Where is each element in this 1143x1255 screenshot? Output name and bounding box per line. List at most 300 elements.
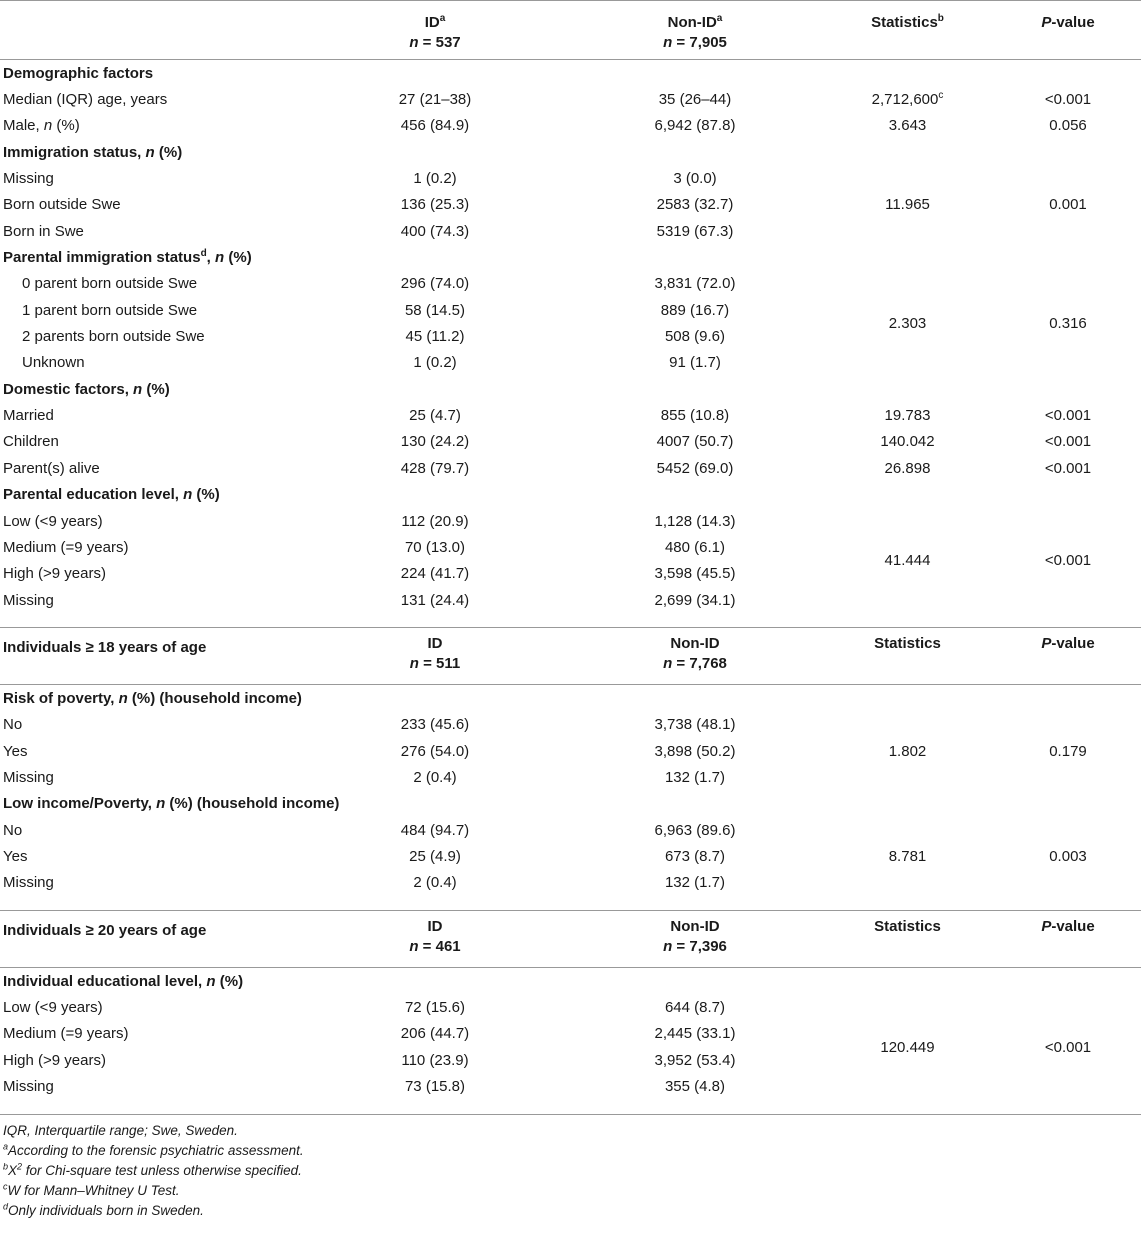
header-statistics-label: Statistics: [874, 635, 941, 653]
header-group-text: Individuals ≥ 20 years of age: [3, 921, 207, 939]
table-row: [0, 712, 1141, 738]
cell-pvalue: [995, 764, 1141, 790]
label-n-italic: n: [145, 143, 155, 161]
empty-cell: [820, 244, 995, 270]
table-row: [0, 455, 1141, 481]
cell-id: 1 (0.2): [413, 170, 457, 188]
cell-nonid: 3 (0.0): [673, 170, 717, 188]
empty-cell: [300, 685, 570, 712]
cell-nonid: 644 (8.7): [664, 998, 726, 1016]
empty-cell: [995, 244, 1141, 270]
footnote-superscript: 2: [17, 1161, 23, 1172]
label-text: No: [3, 716, 23, 734]
header-nonid-n-symbol: n: [663, 655, 673, 673]
cell-nonid: 91 (1.7): [669, 354, 721, 372]
cell-pvalue: 0.316: [1049, 314, 1087, 332]
empty-cell: [570, 482, 820, 508]
cell-nonid: 132 (1.7): [664, 874, 726, 892]
spacer-cell: [300, 613, 570, 628]
table-footnotes: [0, 1115, 1143, 1221]
cell-id: 130 (24.2): [400, 433, 470, 451]
empty-cell: [300, 376, 570, 402]
label-n-italic: n: [206, 972, 216, 990]
header-id-label: ID: [427, 635, 443, 653]
header-pvalue: [995, 1, 1141, 60]
cell-id: 131 (24.4): [400, 591, 470, 609]
cell-statistics: 41.444: [884, 552, 931, 570]
header-group-label: [0, 628, 300, 685]
header-pvalue: [995, 910, 1141, 967]
section-heading: [0, 967, 300, 994]
cell-pvalue: 0.001: [1049, 196, 1087, 214]
empty-cell: [995, 967, 1141, 994]
label-text: Domestic factors,: [3, 380, 134, 398]
label-text: Immigration status,: [3, 143, 146, 161]
statistic-value: 11.965: [885, 196, 930, 214]
empty-cell: [570, 685, 820, 712]
table-row: [0, 843, 1141, 869]
header-nonid-n-value: = 7,905: [672, 34, 727, 51]
header-nonid: [570, 1, 820, 60]
header-id: [300, 628, 570, 685]
statistic-value: 19.783: [884, 407, 931, 425]
cell-id: 25 (4.9): [409, 847, 461, 865]
cell-nonid: 2,699 (34.1): [654, 591, 736, 609]
section-heading-row: [0, 791, 1141, 817]
spacer-cell: [0, 896, 300, 911]
footnote-line: [3, 1181, 1140, 1201]
empty-cell: [300, 139, 570, 165]
cell-statistics: [820, 870, 995, 896]
empty-cell: [820, 685, 995, 712]
cell-statistics: 120.449: [880, 1038, 935, 1056]
cell-nonid: 1,128 (14.3): [654, 512, 736, 530]
row-label: [0, 994, 300, 1020]
header-nonid-footnote-mark: a: [716, 13, 723, 24]
section-heading: [0, 60, 300, 87]
table-row: [0, 192, 1141, 218]
header-nonid-n-value: = 7,768: [672, 655, 727, 673]
spacer-cell: [570, 896, 820, 911]
header-statistics: [820, 1, 995, 60]
header-statistics-label: Statistics: [871, 14, 938, 31]
label-text: 2 parents born outside Swe: [22, 328, 205, 346]
cell-nonid: 6,942 (87.8): [654, 117, 736, 135]
header-statistics-label: Statistics: [874, 917, 941, 935]
header-group-label: [0, 1, 300, 60]
statistic-value: 1.802: [888, 742, 927, 760]
cell-id: 70 (13.0): [404, 538, 466, 556]
cell-nonid: 2,445 (33.1): [654, 1025, 736, 1043]
footnote-line: [3, 1161, 1140, 1181]
cell-id: 2 (0.4): [413, 768, 457, 786]
cell-id: 400 (74.3): [400, 222, 470, 240]
label-text: (%): [52, 117, 80, 135]
empty-cell: [820, 60, 995, 87]
cell-statistics: [820, 165, 995, 191]
header-nonid: [570, 910, 820, 967]
cell-nonid: 35 (26–44): [658, 91, 732, 109]
header-pvalue: [995, 628, 1141, 685]
empty-cell: [300, 482, 570, 508]
spacer-row: [0, 613, 1141, 628]
empty-cell: [820, 482, 995, 508]
footnote-mark: a: [3, 1141, 9, 1152]
cell-id: 206 (44.7): [400, 1025, 470, 1043]
empty-cell: [995, 60, 1141, 87]
empty-cell: [995, 685, 1141, 712]
cell-id: 112 (20.9): [401, 512, 469, 530]
statistic-value: 140.042: [880, 433, 935, 451]
cell-pvalue: <0.001: [1044, 552, 1092, 570]
cell-id: 1 (0.2): [413, 354, 457, 372]
header-id-label: ID: [424, 14, 440, 31]
label-footnote-mark: d: [200, 248, 207, 260]
cell-nonid: 3,598 (45.5): [654, 565, 736, 583]
spacer-cell: [820, 1100, 995, 1115]
cell-statistics: [820, 429, 995, 455]
cell-id: 58 (14.5): [404, 301, 466, 319]
cell-nonid: 889 (16.7): [660, 301, 730, 319]
header-pvalue-label: -value: [1051, 635, 1095, 653]
label-text: Missing: [3, 768, 54, 786]
empty-cell: [570, 791, 820, 817]
cell-statistics: [820, 192, 995, 218]
label-text: Low income/Poverty,: [3, 795, 157, 813]
row-label: [0, 1073, 300, 1099]
label-text: High (>9 years): [3, 1051, 106, 1069]
cell-nonid: 4007 (50.7): [656, 433, 734, 451]
label-n-italic: n: [156, 795, 166, 813]
label-text: No: [3, 821, 23, 839]
label-text: Risk of poverty,: [3, 689, 119, 707]
header-nonid: [570, 628, 820, 685]
table-row: [0, 994, 1141, 1020]
label-text: ,: [206, 249, 216, 267]
header-id: [300, 1, 570, 60]
cell-pvalue: [995, 870, 1141, 896]
cell-id: 45 (11.2): [405, 328, 465, 346]
cell-nonid: 5319 (67.3): [656, 222, 734, 240]
label-n-italic: n: [43, 117, 53, 135]
empty-cell: [570, 60, 820, 87]
header-row: [0, 1, 1141, 60]
header-group-text: Individuals ≥ 18 years of age: [3, 639, 207, 657]
footnote-mark: d: [3, 1201, 9, 1212]
empty-cell: [570, 244, 820, 270]
cell-id: 224 (41.7): [400, 565, 470, 583]
cell-id: 27 (21–38): [398, 91, 472, 109]
label-text: High (>9 years): [3, 565, 106, 583]
empty-cell: [300, 791, 570, 817]
table-row: [0, 738, 1141, 764]
empty-cell: [995, 482, 1141, 508]
label-n-italic: n: [183, 486, 193, 504]
header-p-italic: P: [1041, 917, 1052, 935]
label-text: Unknown: [22, 354, 85, 372]
cell-pvalue: [995, 712, 1141, 738]
label-text: Low (<9 years): [3, 998, 103, 1016]
table-row: [0, 429, 1141, 455]
spacer-cell: [0, 1100, 300, 1115]
spacer-cell: [570, 1100, 820, 1115]
label-text: Median (IQR) age, years: [3, 91, 168, 109]
row-label: [0, 271, 300, 297]
empty-cell: [820, 376, 995, 402]
statistic-value: 2,712,600: [871, 91, 939, 109]
row-label: [0, 1047, 300, 1073]
header-pvalue-label: -value: [1051, 917, 1095, 935]
cell-pvalue: 0.003: [1049, 847, 1087, 865]
label-n-italic: n: [133, 380, 143, 398]
cell-id: 136 (25.3): [400, 196, 470, 214]
header-id-n-value: = 511: [418, 655, 461, 673]
spacer-cell: [570, 613, 820, 628]
cell-statistics: [820, 843, 995, 869]
table-row: [0, 764, 1141, 790]
row-label: [0, 1021, 300, 1047]
empty-cell: [570, 376, 820, 402]
label-text: (%): [142, 380, 170, 398]
section-heading: [0, 139, 300, 165]
cell-id: 233 (45.6): [400, 716, 470, 734]
label-text: (%): [154, 143, 183, 161]
row-label: [0, 870, 300, 896]
header-nonid-n-symbol: n: [663, 937, 673, 955]
label-text: Yes: [3, 742, 28, 760]
row-label: [0, 534, 300, 560]
label-text: Missing: [3, 1078, 54, 1096]
header-nonid-label: Non-ID: [670, 635, 720, 653]
cell-id: 2 (0.4): [413, 874, 457, 892]
cell-nonid: 673 (8.7): [664, 847, 726, 865]
empty-cell: [570, 139, 820, 165]
label-text: Married: [3, 407, 54, 425]
row-label: [0, 350, 300, 376]
label-text: (%): [215, 972, 244, 990]
table-row: [0, 817, 1141, 843]
label-text: Medium (=9 years): [3, 1025, 129, 1043]
table-row: [0, 86, 1141, 112]
row-label: [0, 297, 300, 323]
spacer-cell: [820, 613, 995, 628]
row-label: [0, 218, 300, 244]
table-row: [0, 508, 1141, 534]
label-n-italic: n: [215, 249, 225, 267]
row-label: [0, 165, 300, 191]
label-text: Parental education level,: [3, 486, 184, 504]
section-heading: [0, 685, 300, 712]
spacer-row: [0, 896, 1141, 911]
cell-statistics: [820, 218, 995, 244]
cell-pvalue: [995, 817, 1141, 843]
cell-id: 25 (4.7): [409, 407, 461, 425]
cell-pvalue: <0.001: [1044, 407, 1092, 425]
cell-nonid: 355 (4.8): [664, 1078, 726, 1096]
section-heading-row: [0, 967, 1141, 994]
cell-nonid: 132 (1.7): [664, 768, 726, 786]
header-id-label: ID: [427, 917, 443, 935]
footnote-text: IQR, Interquartile range; Swe, Sweden.: [3, 1122, 238, 1138]
footnote-mark: c: [3, 1181, 8, 1192]
row-label: [0, 712, 300, 738]
header-nonid-label: Non-ID: [670, 917, 720, 935]
empty-cell: [995, 376, 1141, 402]
header-group-label: [0, 910, 300, 967]
cell-pvalue: [995, 165, 1141, 191]
empty-cell: [820, 791, 995, 817]
label-text: Male,: [3, 117, 44, 135]
row-label: [0, 86, 300, 112]
label-text: Born in Swe: [3, 222, 84, 240]
cell-id: 276 (54.0): [400, 742, 470, 760]
empty-cell: [570, 967, 820, 994]
spacer-cell: [995, 613, 1141, 628]
footnote-line: [3, 1141, 1140, 1161]
section-heading-row: [0, 139, 1141, 165]
header-nonid-n-symbol: n: [663, 34, 673, 51]
empty-cell: [995, 139, 1141, 165]
label-text: (%): [224, 249, 252, 267]
label-text: Parental immigration status: [3, 249, 201, 267]
cell-pvalue: <0.001: [1044, 1038, 1092, 1056]
spacer-cell: [995, 1100, 1141, 1115]
row-label: [0, 192, 300, 218]
row-label: [0, 323, 300, 349]
header-id-n-symbol: n: [409, 34, 419, 51]
table-row: [0, 218, 1141, 244]
header-id: [300, 910, 570, 967]
cell-statistics: [820, 86, 995, 112]
table-row: [0, 113, 1141, 139]
cell-nonid: 5452 (69.0): [656, 459, 734, 477]
header-id-n-symbol: n: [409, 655, 419, 673]
header-p-italic: P: [1041, 635, 1052, 653]
label-text: Yes: [3, 847, 28, 865]
label-text: Missing: [3, 591, 54, 609]
row-label: [0, 402, 300, 428]
empty-cell: [820, 967, 995, 994]
table-row: [0, 271, 1141, 297]
cell-statistics: [820, 113, 995, 139]
row-label: [0, 764, 300, 790]
empty-cell: [820, 139, 995, 165]
footnote-text: Only individuals born in Sweden.: [8, 1202, 204, 1218]
cell-id: 296 (74.0): [400, 275, 470, 293]
section-heading-row: [0, 60, 1141, 87]
section-heading: [0, 791, 340, 817]
label-text: 0 parent born outside Swe: [22, 275, 198, 293]
section-heading: [0, 244, 300, 270]
label-text: Medium (=9 years): [3, 538, 129, 556]
label-text: Children: [3, 433, 59, 451]
label-text: Missing: [3, 170, 54, 188]
spacer-cell: [820, 896, 995, 911]
section-heading-row: [0, 376, 1141, 402]
section-heading: [0, 376, 300, 402]
cell-pvalue: 0.179: [1049, 742, 1087, 760]
footnote-line: [3, 1121, 1140, 1141]
cell-statistics: [820, 402, 995, 428]
cell-nonid: 3,952 (53.4): [654, 1051, 736, 1069]
cell-id: 484 (94.7): [400, 821, 470, 839]
label-text: (%): [192, 486, 220, 504]
statistic-value: 26.898: [884, 459, 931, 477]
header-p-italic: P: [1041, 14, 1052, 31]
header-nonid-n-value: = 7,396: [672, 937, 727, 955]
cell-id: 73 (15.8): [404, 1078, 466, 1096]
cell-pvalue: [995, 218, 1141, 244]
header-pvalue-label: -value: [1051, 14, 1095, 31]
spacer-row: [0, 1100, 1141, 1115]
cell-statistics: [820, 738, 995, 764]
cell-nonid: 3,738 (48.1): [654, 716, 736, 734]
header-id-n-value: = 537: [418, 34, 461, 51]
section-heading-row: [0, 482, 1141, 508]
section-heading-row: [0, 685, 1141, 712]
row-label: [0, 113, 300, 139]
cell-nonid: 508 (9.6): [664, 328, 726, 346]
row-label: [0, 508, 300, 534]
row-label: [0, 429, 300, 455]
spacer-cell: [300, 896, 570, 911]
table-row: [0, 402, 1141, 428]
table-row: [0, 870, 1141, 896]
cell-pvalue: <0.001: [1044, 91, 1092, 109]
row-label: [0, 455, 300, 481]
footnote-text: X: [8, 1162, 18, 1178]
label-text: 1 parent born outside Swe: [22, 301, 198, 319]
cell-pvalue: 0.056: [1049, 117, 1087, 135]
row-label: [0, 843, 300, 869]
header-statistics-footnote-mark: b: [937, 13, 944, 24]
header-id-footnote-mark: a: [439, 13, 446, 24]
cell-nonid: 3,831 (72.0): [654, 275, 736, 293]
statistic-value: 3.643: [888, 117, 927, 135]
empty-cell: [300, 60, 570, 87]
cell-id: 110 (23.9): [401, 1051, 469, 1069]
header-id-n-symbol: n: [409, 937, 419, 955]
cell-id: 72 (15.6): [404, 998, 466, 1016]
cell-nonid: 480 (6.1): [664, 538, 726, 556]
statistic-footnote-mark: c: [938, 90, 944, 102]
header-nonid-label: Non-ID: [667, 14, 717, 31]
label-text: Demographic factors: [3, 64, 154, 82]
cell-statistics: 2.303: [888, 314, 927, 332]
cell-nonid: 6,963 (89.6): [654, 821, 736, 839]
row-label: [0, 738, 300, 764]
cell-nonid: 3,898 (50.2): [654, 742, 736, 760]
header-row: [0, 910, 1141, 967]
label-text: Parent(s) alive: [3, 459, 100, 477]
footnote-text: According to the forensic psychiatric assessment.: [8, 1142, 304, 1158]
label-text: Low (<9 years): [3, 512, 103, 530]
spacer-cell: [995, 896, 1141, 911]
label-text: Individual educational level,: [3, 972, 207, 990]
label-n-italic: n: [118, 689, 128, 707]
empty-cell: [300, 244, 570, 270]
empty-cell: [995, 791, 1141, 817]
footnote-mark: b: [3, 1161, 9, 1172]
label-text: (%) (household income): [127, 689, 302, 707]
cell-statistics: [820, 455, 995, 481]
header-statistics: [820, 910, 995, 967]
cell-id: 428 (79.7): [400, 459, 470, 477]
row-label: [0, 561, 300, 587]
row-label: [0, 817, 300, 843]
table-row: [0, 165, 1141, 191]
row-label: [0, 587, 300, 613]
